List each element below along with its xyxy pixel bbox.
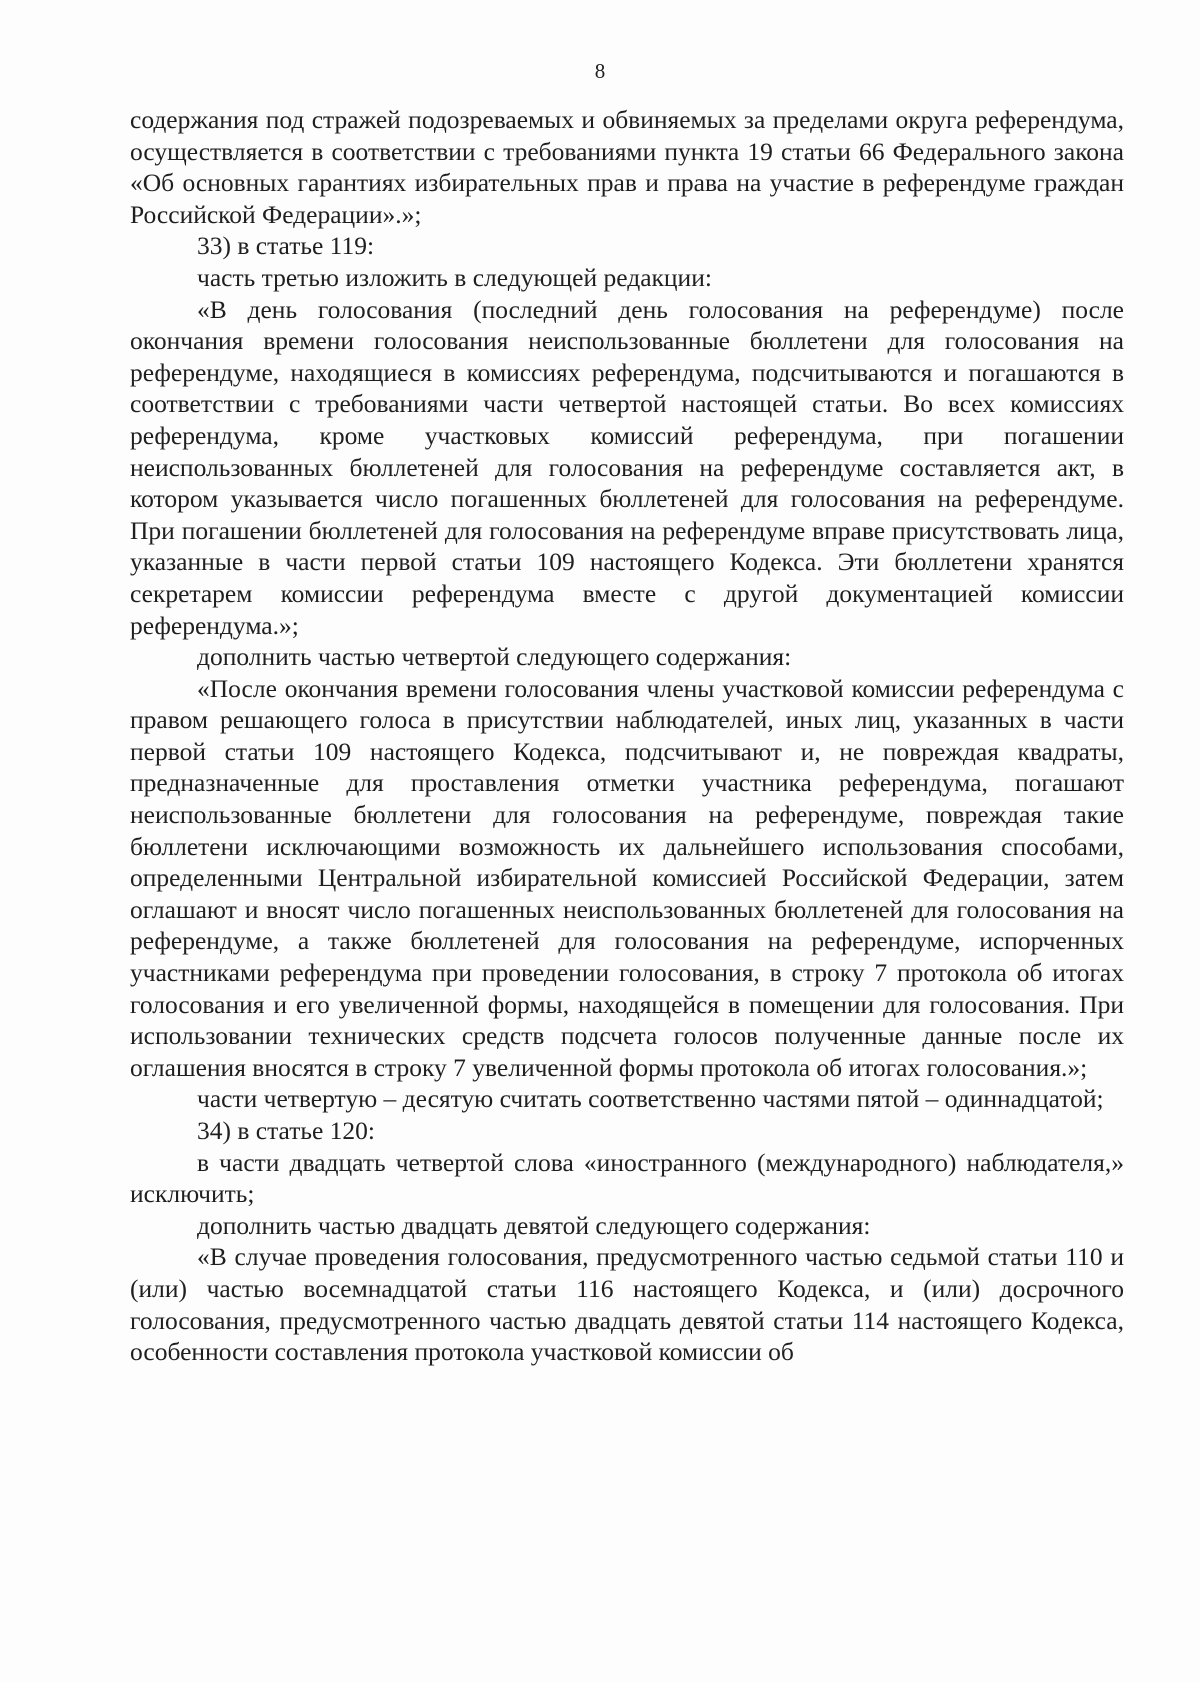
- paragraph-continuation: содержания под стражей подозреваемых и обвиняемых за пределами округа референдума, осуществляется в соответствии с требованиями пункта 19 статьи 66 Федерального закона «Об основных гарантиях избирательных прав и права на участие в референдуме граждан Российской Федерации».»;: [130, 105, 1124, 229]
- paragraph-amendment-part-3: часть третью изложить в следующей редакции:: [197, 262, 712, 292]
- paragraph-quote-part-3: «В день голосования (последний день голосования на референдуме) после окончания времени голосования неиспользованные бюллетени для голосования на референдуме, находящиеся в комиссиях референдума, подсчитываются и погашаются в соответствии с требованиями части четвертой настоящей статьи. Во всех комиссиях референдума, кроме участковых комиссий референдума, при погашении неиспользованных бюллетеней для голосования на референдуме составляется акт, в котором указывается число погашенных бюллетеней для голосования на референдуме. При погашении бюллетеней для голосования на референдуме вправе присутствовать лица, указанные в части первой статьи 109 настоящего Кодекса. Эти бюллетени хранятся секретарем комиссии референдума вместе с другой документацией комиссии референдума.»;: [130, 294, 1124, 640]
- paragraph-item-33: 33) в статье 119:: [197, 231, 375, 261]
- paragraph-renumber-parts: части четвертую – десятую считать соответственно частями пятой – одиннадцатой;: [197, 1084, 1104, 1114]
- paragraph-quote-part-4: «После окончания времени голосования члены участковой комиссии референдума с правом решающего голоса в присутствии наблюдателей, иных лиц, указанных в части первой статьи 109 настоящего Кодекса, подсчитывают и, не повреждая квадраты, предназначенные для проставления отметки участника референдума, погашают неиспользованные бюллетени для голосования на референдуме, повреждая такие бюллетени исключающими возможность их дальнейшего использования способами, определенными Центральной избирательной комиссией Российской Федерации, затем оглашают и вносят число погашенных неиспользованных бюллетеней для голосования на референдуме, а также бюллетеней для голосования на референдуме, испорченных участниками референдума при проведении голосования, в строку 7 протокола об итогах голосования и его увеличенной формы, находящейся в помещении для голосования. При использовании технических средств подсчета голосов полученные данные после их оглашения вносятся в строку 7 увеличенной формы протокола об итогах голосования.»;: [130, 673, 1124, 1082]
- page-number: 8: [594, 59, 606, 83]
- paragraph-quote-part-29: «В случае проведения голосования, предусмотренного частью седьмой статьи 110 и (или) частью восемнадцатой статьи 116 настоящего Кодекса, и (или) досрочного голосования, предусмотренного частью двадцать девятой статьи 114 настоящего Кодекса, особенности составления протокола участковой комиссии об: [130, 1242, 1124, 1367]
- paragraph-part-24-words: в части двадцать четвертой слова «иностранного (международного) наблюдателя,» исключить;: [130, 1147, 1124, 1209]
- document-body: [130, 104, 1124, 1368]
- paragraph-item-34: 34) в статье 120:: [197, 1116, 376, 1145]
- paragraph-add-part-4: дополнить частью четвертой следующего содержания:: [197, 642, 792, 672]
- paragraph-add-part-29: дополнить частью двадцать девятой следующего содержания:: [197, 1210, 871, 1240]
